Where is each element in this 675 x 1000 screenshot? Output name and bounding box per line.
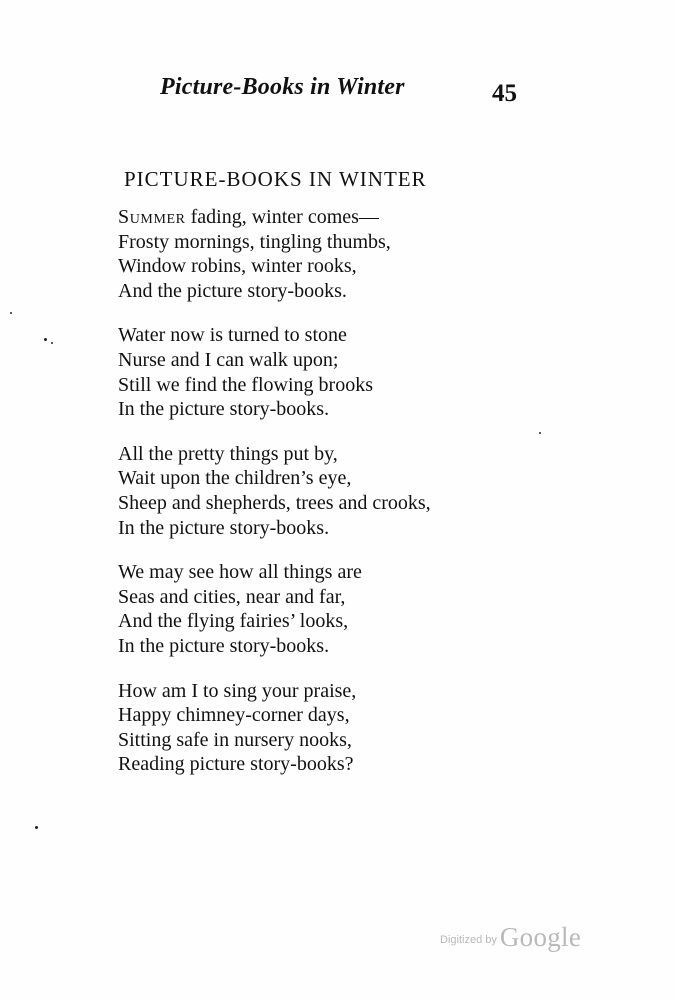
poem-line: Seas and cities, near and far,: [118, 585, 346, 608]
poem-body: [118, 205, 538, 797]
poem-line: Sitting safe in nursery nooks,: [118, 728, 352, 751]
stanza-4: [118, 560, 538, 658]
poem-line: And the picture story-books.: [118, 279, 347, 302]
watermark-prefix: Digitized by: [440, 934, 497, 946]
first-line-rest: fading, winter comes—: [185, 206, 379, 228]
poem-line: And the flying fairies’ looks,: [118, 610, 349, 633]
poem-line: Still we find the flowing brooks: [118, 373, 373, 396]
first-word-smallcaps: Summer: [118, 206, 186, 228]
running-head-title: Picture-Books in Winter: [160, 74, 405, 100]
poem-line: In the picture story-books.: [118, 634, 330, 657]
poem-line: Wait upon the children’s eye,: [118, 467, 352, 490]
scan-speck: [35, 826, 38, 829]
poem-line: Frosty mornings, tingling thumbs,: [118, 230, 391, 253]
digitized-by-google-watermark: [440, 922, 581, 953]
poem-line: [118, 205, 538, 230]
stanza-3: [118, 442, 538, 540]
poem-line: Happy chimney-corner days,: [118, 704, 350, 727]
scan-speck: [539, 432, 541, 434]
poem-line: Window robins, winter rooks,: [118, 255, 357, 278]
poem-line: Water now is turned to stone: [118, 324, 347, 347]
poem-line: How am I to sing your praise,: [118, 679, 357, 702]
poem-line: In the picture story-books.: [118, 516, 330, 539]
google-logo-text: Google: [499, 922, 582, 952]
scan-speck: [44, 338, 47, 341]
stanza-5: [118, 679, 538, 777]
poem-line: Reading picture story-books?: [118, 753, 354, 776]
page-number: 45: [492, 80, 517, 107]
stanza-1: [118, 205, 538, 303]
poem-line: All the pretty things put by,: [118, 442, 338, 465]
poem-title: PICTURE-BOOKS IN WINTER: [124, 167, 427, 191]
scan-speck: [51, 342, 53, 344]
poem-line: In the picture story-books.: [118, 398, 330, 421]
poem-line: Nurse and I can walk upon;: [118, 348, 339, 371]
poem-line: Sheep and shepherds, trees and crooks,: [118, 491, 431, 514]
scan-speck: [10, 312, 12, 314]
poem-line: We may see how all things are: [118, 561, 362, 584]
stanza-2: [118, 323, 538, 421]
